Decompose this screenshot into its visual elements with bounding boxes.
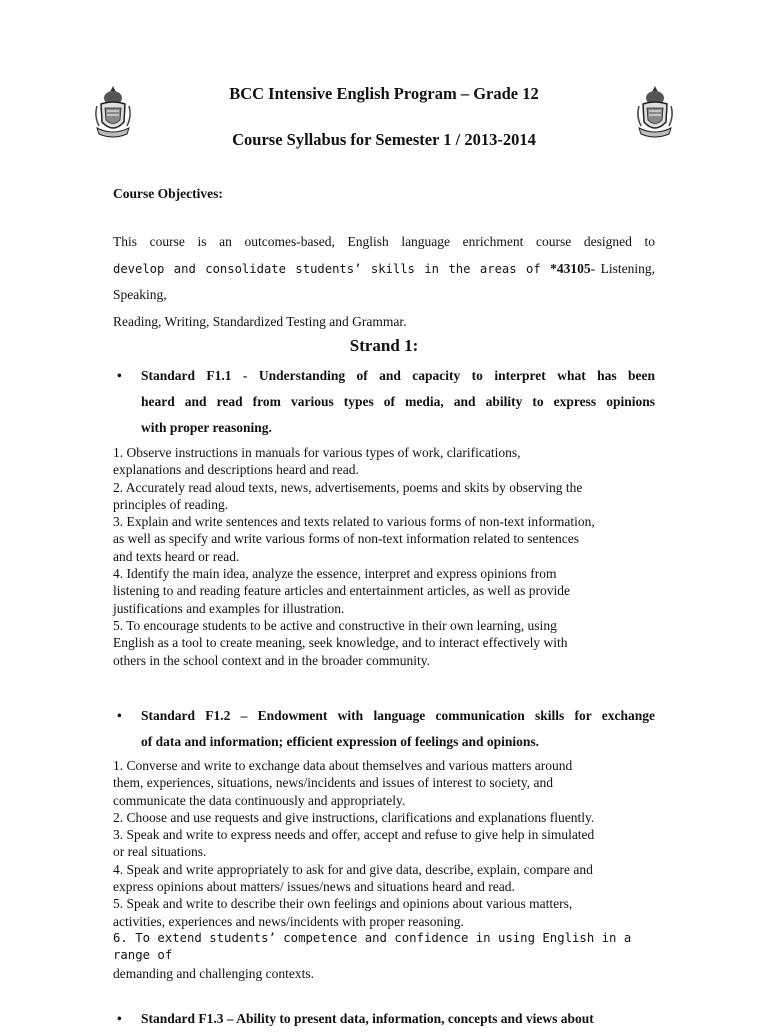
item-line: as well as specify and write various forms of non-text information related to sentences: [113, 531, 579, 547]
objectives-line-2-post: - Listening, Speaking,: [113, 260, 655, 302]
standard-f1-2: [113, 703, 655, 755]
standard-line: heard and read from various types of media, and ability to express opinions: [141, 394, 655, 409]
standard-f1-2-indicators: [113, 757, 658, 982]
standard-f1-1: [113, 363, 655, 441]
objectives-line-2-pre: develop and consolidate students’ skills in the areas of: [113, 261, 551, 276]
list-item: [113, 565, 658, 617]
item-line: 4. Identify the main idea, analyze the essence, interpret and express opinions from: [113, 566, 557, 582]
item-line: or real situations.: [113, 844, 207, 860]
item-line: 1. Observe instructions in manuals for various types of work, clarifications,: [113, 445, 521, 460]
list-item: [113, 617, 658, 669]
item-line: listening to and reading feature articles and entertainment articles, as well as provide: [113, 583, 570, 599]
bullet: •: [117, 368, 122, 383]
list-item: [113, 930, 658, 982]
item-line: and texts heard or read.: [113, 548, 240, 564]
item-line: English as a tool to create meaning, seek knowledge, and to interact effectively with: [113, 635, 568, 651]
item-line: principles of reading.: [113, 496, 229, 512]
item-line: 6. To extend students’ competence and confidence in using English in a range of: [113, 930, 632, 963]
item-line: explanations and descriptions heard and read.: [113, 462, 359, 478]
objectives-line-1: This course is an outcomes-based, English language enrichment course designed to: [113, 234, 655, 249]
item-line: justifications and examples for illustration.: [113, 600, 345, 616]
list-item: [113, 513, 658, 565]
item-line: them, experiences, situations, news/incidents and issues of interest to society, and: [113, 775, 554, 791]
standard-line: with proper reasoning.: [141, 420, 272, 435]
objectives-line-2: [113, 256, 655, 309]
list-item: [113, 809, 658, 826]
item-line: 4. Speak and write appropriately to ask for and give data, describe, explain, compare and: [113, 861, 593, 877]
item-line: communicate the data continuously and appropriately.: [113, 792, 406, 808]
course-objectives-text: [113, 229, 655, 335]
standard-line: Standard F1.3 – Ability to present data, information, concepts and views about: [141, 1011, 594, 1026]
subject-code: *43105: [550, 260, 591, 276]
standard-line: Standard F1.2 – Endowment with language communication skills for exchange: [141, 708, 655, 723]
item-line: 3. Explain and write sentences and texts related to various forms of non-text information,: [113, 514, 595, 530]
standard-line: Standard F1.1 - Understanding of and capacity to interpret what has been: [141, 368, 655, 383]
strand-heading: Strand 1:: [349, 336, 419, 355]
course-objectives-heading: Course Objectives:: [113, 186, 223, 201]
standard-f1-1-title: [141, 363, 655, 441]
item-line: 2. Choose and use requests and give instructions, clarifications and explanations fluently.: [113, 809, 595, 825]
item-line: 5. To encourage students to be active and constructive in their own learning, using: [113, 617, 557, 633]
standard-line: of data and information; efficient expression of feelings and opinions.: [141, 734, 540, 749]
item-line: activities, experiences and news/incidents with proper reasoning.: [113, 913, 464, 929]
list-item: [113, 861, 658, 896]
item-line: demanding and challenging contexts.: [113, 965, 314, 981]
item-line: others in the school context and in the broader community.: [113, 652, 431, 668]
standard-f1-3-title: [141, 1006, 655, 1032]
list-item: [113, 895, 658, 930]
page-title: BCC Intensive English Program – Grade 12: [229, 84, 539, 103]
list-item: [113, 479, 658, 514]
list-item: [113, 757, 658, 809]
bullet: •: [117, 1011, 122, 1026]
list-item: [113, 826, 658, 861]
item-line: express opinions about matters/ issues/news and situations heard and read.: [113, 879, 515, 895]
standard-f1-3: [113, 1006, 655, 1032]
item-line: 3. Speak and write to express needs and offer, accept and refuse to give help in simulated: [113, 827, 595, 843]
list-item: [113, 444, 658, 479]
standard-f1-2-title: [141, 703, 655, 755]
item-line: 1. Converse and write to exchange data about themselves and various matters around: [113, 758, 573, 773]
item-line: 2. Accurately read aloud texts, news, advertisements, poems and skits by observing the: [113, 479, 583, 495]
page-subtitle: Course Syllabus for Semester 1 / 2013-2014: [232, 130, 536, 149]
standard-f1-1-indicators: [113, 444, 658, 669]
bullet: •: [117, 708, 122, 723]
item-line: 5. Speak and write to describe their own feelings and opinions about various matters,: [113, 896, 573, 912]
objectives-line-3: Reading, Writing, Standardized Testing and Grammar.: [113, 313, 407, 329]
